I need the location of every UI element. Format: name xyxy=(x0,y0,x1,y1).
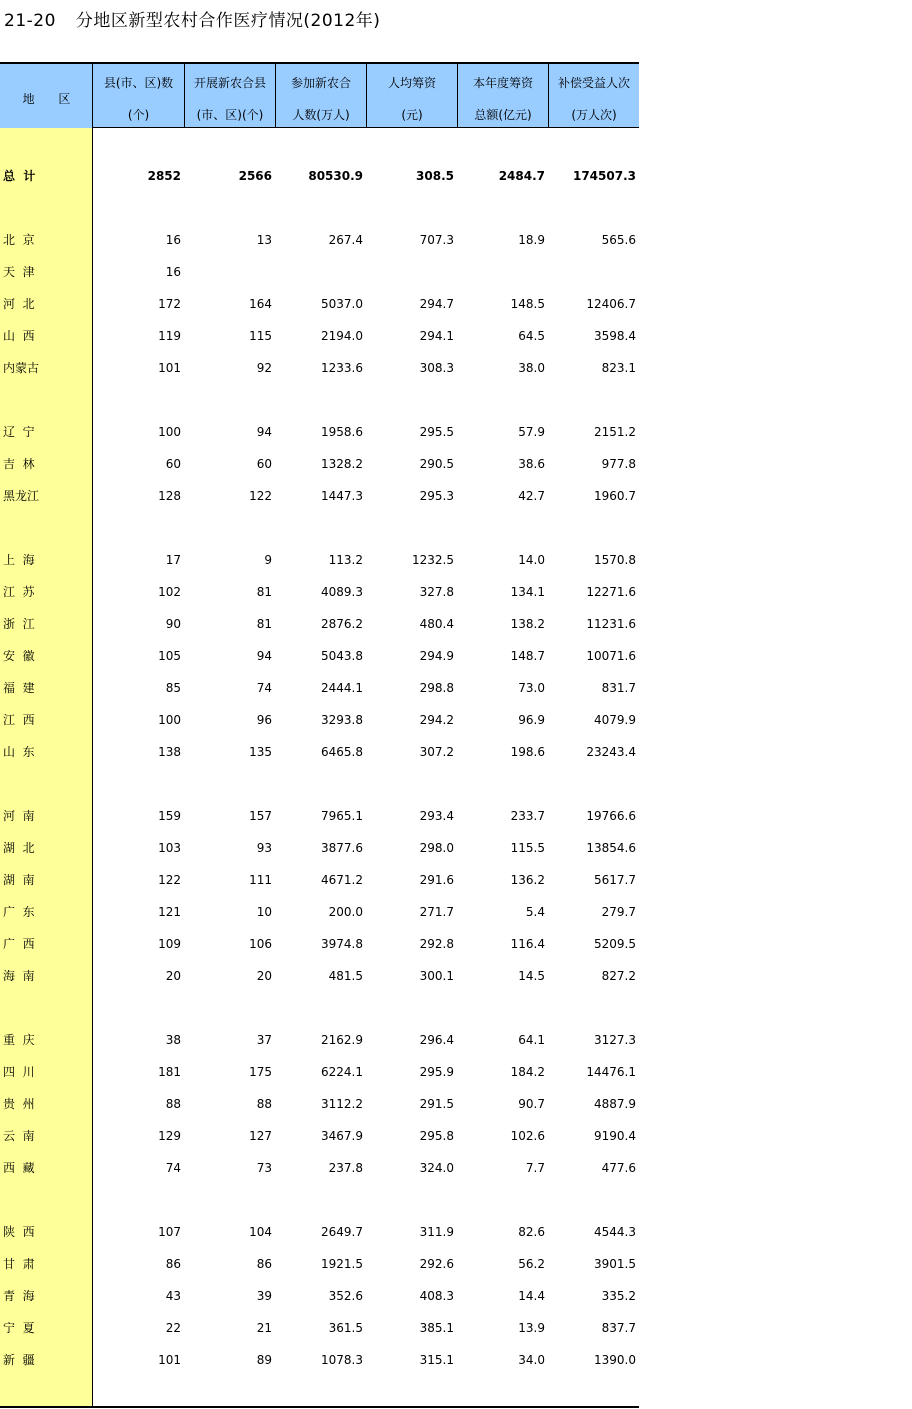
row-value-col4: 292.8 xyxy=(419,937,454,951)
row-value-col1: 86 xyxy=(165,1257,181,1271)
row-value-col1: 101 xyxy=(158,361,181,375)
row-value-col6: 10071.6 xyxy=(586,649,636,663)
table-header xyxy=(0,62,639,128)
row-value-col5: 38.6 xyxy=(518,457,545,471)
row-value-col3: 3112.2 xyxy=(321,1097,363,1111)
table-row xyxy=(0,838,639,858)
row-value-col5: 5.4 xyxy=(525,905,545,919)
row-value-col3: 4671.2 xyxy=(321,873,363,887)
row-value-col1: 101 xyxy=(158,1353,181,1367)
row-value-col5: 2484.7 xyxy=(498,169,545,183)
row-value-col3: 267.4 xyxy=(328,233,363,247)
row-value-col1: 119 xyxy=(158,329,181,343)
table-row xyxy=(0,1254,639,1274)
table-row xyxy=(0,1318,639,1338)
header-per-capita-funding: 人均筹资 (元) xyxy=(366,64,457,128)
row-value-col3: 1921.5 xyxy=(321,1257,363,1271)
row-value-col3: 200.0 xyxy=(328,905,363,919)
row-value-col2: 9 xyxy=(264,553,272,567)
row-region: 宁 夏 xyxy=(3,1321,35,1335)
table-body xyxy=(0,128,639,1408)
table-bottom-rule xyxy=(0,1406,639,1408)
table-row xyxy=(0,966,639,986)
row-value-col6: 823.1 xyxy=(601,361,636,375)
row-region: 广 西 xyxy=(3,937,35,951)
table-row xyxy=(0,1350,639,1370)
row-region: 广 东 xyxy=(3,905,35,919)
row-value-col4: 295.3 xyxy=(419,489,454,503)
row-region: 海 南 xyxy=(3,969,35,983)
row-value-col6: 174507.3 xyxy=(572,169,636,183)
table-row xyxy=(0,710,639,730)
row-region: 云 南 xyxy=(3,1129,35,1143)
row-value-col6: 5617.7 xyxy=(594,873,636,887)
row-value-col5: 38.0 xyxy=(518,361,545,375)
row-value-col1: 43 xyxy=(165,1289,181,1303)
row-value-col6: 12271.6 xyxy=(586,585,636,599)
row-value-col3: 1958.6 xyxy=(321,425,363,439)
row-value-col1: 16 xyxy=(165,233,181,247)
table-row-total xyxy=(0,166,639,186)
row-region: 山 东 xyxy=(3,745,35,759)
header-implementing-counties: 开展新农合县 (市、区)(个) xyxy=(184,64,275,128)
row-value-col6: 9190.4 xyxy=(594,1129,636,1143)
row-value-col2: 39 xyxy=(256,1289,272,1303)
row-value-col2: 96 xyxy=(256,713,272,727)
table-row xyxy=(0,742,639,762)
page-title xyxy=(4,6,380,31)
row-value-col1: 60 xyxy=(165,457,181,471)
row-value-col5: 57.9 xyxy=(518,425,545,439)
table-row xyxy=(0,262,639,282)
row-value-col5: 64.1 xyxy=(518,1033,545,1047)
row-value-col4: 408.3 xyxy=(419,1289,454,1303)
table-row xyxy=(0,902,639,922)
row-value-col3: 2876.2 xyxy=(321,617,363,631)
row-value-col6: 3901.5 xyxy=(594,1257,636,1271)
row-value-col4: 315.1 xyxy=(419,1353,454,1367)
row-value-col4: 271.7 xyxy=(419,905,454,919)
row-value-col4: 294.9 xyxy=(419,649,454,663)
row-region: 江 苏 xyxy=(3,585,35,599)
row-value-col6: 335.2 xyxy=(601,1289,636,1303)
table-number: 21-20 xyxy=(4,11,56,31)
row-value-col6: 19766.6 xyxy=(586,809,636,823)
row-region: 江 西 xyxy=(3,713,35,727)
row-value-col5: 184.2 xyxy=(510,1065,545,1079)
row-value-col5: 233.7 xyxy=(510,809,545,823)
row-value-col6: 4079.9 xyxy=(594,713,636,727)
row-region: 天 津 xyxy=(3,265,35,279)
header-participants: 参加新农合 人数(万人) xyxy=(275,64,366,128)
row-value-col2: 10 xyxy=(256,905,272,919)
row-value-col6: 2151.2 xyxy=(594,425,636,439)
row-value-col6: 14476.1 xyxy=(586,1065,636,1079)
row-value-col2: 73 xyxy=(256,1161,272,1175)
row-value-col5: 116.4 xyxy=(510,937,545,951)
row-value-col6: 4544.3 xyxy=(594,1225,636,1239)
row-value-col3: 1447.3 xyxy=(321,489,363,503)
row-region: 陕 西 xyxy=(3,1225,35,1239)
row-value-col3: 113.2 xyxy=(328,553,363,567)
row-value-col4: 707.3 xyxy=(419,233,454,247)
row-value-col2: 94 xyxy=(256,425,272,439)
row-value-col3: 1328.2 xyxy=(321,457,363,471)
row-value-col6: 4887.9 xyxy=(594,1097,636,1111)
row-value-col4: 294.2 xyxy=(419,713,454,727)
table-row xyxy=(0,870,639,890)
row-value-col5: 14.4 xyxy=(518,1289,545,1303)
row-value-col3: 237.8 xyxy=(328,1161,363,1175)
row-value-col1: 107 xyxy=(158,1225,181,1239)
row-value-col1: 90 xyxy=(165,617,181,631)
row-value-col6: 837.7 xyxy=(601,1321,636,1335)
row-value-col1: 122 xyxy=(158,873,181,887)
row-value-col4: 324.0 xyxy=(419,1161,454,1175)
row-value-col1: 16 xyxy=(165,265,181,279)
row-value-col1: 100 xyxy=(158,713,181,727)
row-value-col6: 1960.7 xyxy=(594,489,636,503)
row-value-col5: 82.6 xyxy=(518,1225,545,1239)
row-value-col5: 134.1 xyxy=(510,585,545,599)
data-table xyxy=(0,62,639,1408)
header-compensation-visits: 补偿受益人次 (万人次) xyxy=(548,64,639,128)
row-region: 辽 宁 xyxy=(3,425,35,439)
row-region: 总 计 xyxy=(3,169,36,183)
row-value-col4: 300.1 xyxy=(419,969,454,983)
row-value-col6: 23243.4 xyxy=(586,745,636,759)
table-row xyxy=(0,550,639,570)
row-region: 四 川 xyxy=(3,1065,35,1079)
row-value-col3: 2194.0 xyxy=(321,329,363,343)
row-value-col3: 80530.9 xyxy=(308,169,363,183)
row-value-col5: 198.6 xyxy=(510,745,545,759)
table-row xyxy=(0,806,639,826)
table-row xyxy=(0,1030,639,1050)
row-value-col2: 88 xyxy=(256,1097,272,1111)
row-value-col3: 6465.8 xyxy=(321,745,363,759)
row-value-col5: 18.9 xyxy=(518,233,545,247)
row-value-col3: 1078.3 xyxy=(321,1353,363,1367)
row-value-col4: 308.5 xyxy=(416,169,454,183)
row-region: 吉 林 xyxy=(3,457,35,471)
row-region: 内蒙古 xyxy=(3,361,40,375)
table-row xyxy=(0,646,639,666)
row-value-col3: 4089.3 xyxy=(321,585,363,599)
row-value-col4: 293.4 xyxy=(419,809,454,823)
row-value-col5: 90.7 xyxy=(518,1097,545,1111)
row-value-col2: 60 xyxy=(256,457,272,471)
row-value-col5: 96.9 xyxy=(518,713,545,727)
row-value-col3: 1233.6 xyxy=(321,361,363,375)
row-value-col4: 298.0 xyxy=(419,841,454,855)
table-row xyxy=(0,1062,639,1082)
row-value-col4: 385.1 xyxy=(419,1321,454,1335)
row-value-col3: 3974.8 xyxy=(321,937,363,951)
row-value-col1: 128 xyxy=(158,489,181,503)
row-value-col1: 2852 xyxy=(147,169,181,183)
row-value-col1: 88 xyxy=(165,1097,181,1111)
row-value-col1: 85 xyxy=(165,681,181,695)
row-value-col6: 1570.8 xyxy=(594,553,636,567)
row-region: 上 海 xyxy=(3,553,35,567)
row-region: 贵 州 xyxy=(3,1097,35,1111)
row-value-col1: 38 xyxy=(165,1033,181,1047)
row-region: 北 京 xyxy=(3,233,35,247)
row-value-col2: 81 xyxy=(256,585,272,599)
row-value-col4: 292.6 xyxy=(419,1257,454,1271)
row-value-col2: 164 xyxy=(249,297,272,311)
row-region: 甘 肃 xyxy=(3,1257,35,1271)
row-value-col3: 481.5 xyxy=(328,969,363,983)
row-value-col2: 21 xyxy=(256,1321,272,1335)
row-value-col4: 307.2 xyxy=(419,745,454,759)
row-value-col6: 565.6 xyxy=(601,233,636,247)
row-value-col1: 22 xyxy=(165,1321,181,1335)
row-region: 湖 南 xyxy=(3,873,35,887)
row-value-col6: 1390.0 xyxy=(594,1353,636,1367)
region-column-background xyxy=(0,128,93,1406)
row-value-col3: 3293.8 xyxy=(321,713,363,727)
row-value-col1: 159 xyxy=(158,809,181,823)
header-county-count: 县(市、区)数 (个) xyxy=(92,64,184,128)
row-value-col2: 2566 xyxy=(238,169,272,183)
row-value-col3: 7965.1 xyxy=(321,809,363,823)
table-title: 分地区新型农村合作医疗情况(2012年) xyxy=(75,11,381,31)
row-value-col5: 102.6 xyxy=(510,1129,545,1143)
row-value-col1: 17 xyxy=(165,553,181,567)
row-value-col1: 102 xyxy=(158,585,181,599)
row-value-col2: 111 xyxy=(249,873,272,887)
row-value-col1: 138 xyxy=(158,745,181,759)
row-value-col2: 89 xyxy=(256,1353,272,1367)
row-value-col3: 3877.6 xyxy=(321,841,363,855)
row-region: 浙 江 xyxy=(3,617,35,631)
row-value-col5: 34.0 xyxy=(518,1353,545,1367)
table-row xyxy=(0,294,639,314)
row-region: 河 北 xyxy=(3,297,35,311)
table-row xyxy=(0,678,639,698)
row-value-col2: 175 xyxy=(249,1065,272,1079)
row-region: 青 海 xyxy=(3,1289,35,1303)
row-value-col2: 115 xyxy=(249,329,272,343)
table-row xyxy=(0,422,639,442)
row-region: 山 西 xyxy=(3,329,35,343)
row-value-col1: 74 xyxy=(165,1161,181,1175)
row-value-col1: 103 xyxy=(158,841,181,855)
row-value-col1: 100 xyxy=(158,425,181,439)
row-value-col4: 480.4 xyxy=(419,617,454,631)
row-value-col6: 12406.7 xyxy=(586,297,636,311)
row-value-col1: 172 xyxy=(158,297,181,311)
row-value-col5: 148.7 xyxy=(510,649,545,663)
row-value-col2: 104 xyxy=(249,1225,272,1239)
row-value-col2: 157 xyxy=(249,809,272,823)
row-region: 福 建 xyxy=(3,681,35,695)
row-value-col4: 1232.5 xyxy=(412,553,454,567)
row-value-col2: 13 xyxy=(256,233,272,247)
row-value-col3: 3467.9 xyxy=(321,1129,363,1143)
row-value-col4: 298.8 xyxy=(419,681,454,695)
row-value-col5: 136.2 xyxy=(510,873,545,887)
table-row xyxy=(0,1094,639,1114)
header-region: 地 区 xyxy=(0,64,93,128)
row-value-col4: 327.8 xyxy=(419,585,454,599)
table-row xyxy=(0,454,639,474)
row-value-col3: 352.6 xyxy=(328,1289,363,1303)
row-value-col3: 2649.7 xyxy=(321,1225,363,1239)
row-value-col4: 294.1 xyxy=(419,329,454,343)
row-value-col2: 122 xyxy=(249,489,272,503)
row-value-col6: 279.7 xyxy=(601,905,636,919)
table-row xyxy=(0,230,639,250)
row-value-col4: 295.9 xyxy=(419,1065,454,1079)
row-region: 重 庆 xyxy=(3,1033,35,1047)
row-value-col3: 5037.0 xyxy=(321,297,363,311)
row-value-col4: 296.4 xyxy=(419,1033,454,1047)
row-value-col2: 86 xyxy=(256,1257,272,1271)
row-value-col2: 94 xyxy=(256,649,272,663)
table-row xyxy=(0,582,639,602)
table-row xyxy=(0,1158,639,1178)
row-value-col6: 3598.4 xyxy=(594,329,636,343)
row-value-col2: 81 xyxy=(256,617,272,631)
row-value-col2: 106 xyxy=(249,937,272,951)
row-value-col5: 115.5 xyxy=(510,841,545,855)
row-value-col3: 6224.1 xyxy=(321,1065,363,1079)
table-row xyxy=(0,1286,639,1306)
table-row xyxy=(0,934,639,954)
row-value-col6: 11231.6 xyxy=(586,617,636,631)
row-value-col1: 129 xyxy=(158,1129,181,1143)
table-row xyxy=(0,326,639,346)
row-region: 黑龙江 xyxy=(3,489,40,503)
row-region: 安 徽 xyxy=(3,649,35,663)
row-value-col4: 294.7 xyxy=(419,297,454,311)
row-value-col5: 64.5 xyxy=(518,329,545,343)
row-value-col6: 827.2 xyxy=(601,969,636,983)
row-region: 新 疆 xyxy=(3,1353,35,1367)
row-region: 河 南 xyxy=(3,809,35,823)
row-region: 湖 北 xyxy=(3,841,35,855)
row-region: 西 藏 xyxy=(3,1161,35,1175)
row-value-col5: 14.0 xyxy=(518,553,545,567)
row-value-col4: 291.6 xyxy=(419,873,454,887)
row-value-col4: 295.5 xyxy=(419,425,454,439)
row-value-col1: 20 xyxy=(165,969,181,983)
row-value-col6: 831.7 xyxy=(601,681,636,695)
row-value-col2: 92 xyxy=(256,361,272,375)
table-row xyxy=(0,614,639,634)
row-value-col3: 361.5 xyxy=(328,1321,363,1335)
row-value-col1: 105 xyxy=(158,649,181,663)
row-value-col5: 14.5 xyxy=(518,969,545,983)
row-value-col2: 135 xyxy=(249,745,272,759)
row-value-col4: 311.9 xyxy=(419,1225,454,1239)
row-value-col2: 127 xyxy=(249,1129,272,1143)
row-value-col1: 109 xyxy=(158,937,181,951)
row-value-col5: 42.7 xyxy=(518,489,545,503)
row-value-col6: 5209.5 xyxy=(594,937,636,951)
row-value-col6: 477.6 xyxy=(601,1161,636,1175)
row-value-col6: 13854.6 xyxy=(586,841,636,855)
row-value-col4: 290.5 xyxy=(419,457,454,471)
row-value-col1: 121 xyxy=(158,905,181,919)
row-value-col3: 5043.8 xyxy=(321,649,363,663)
row-value-col5: 73.0 xyxy=(518,681,545,695)
row-value-col6: 3127.3 xyxy=(594,1033,636,1047)
row-value-col2: 37 xyxy=(256,1033,272,1047)
row-value-col5: 13.9 xyxy=(518,1321,545,1335)
table-row xyxy=(0,1126,639,1146)
row-value-col4: 308.3 xyxy=(419,361,454,375)
row-value-col5: 7.7 xyxy=(525,1161,545,1175)
row-value-col1: 181 xyxy=(158,1065,181,1079)
row-value-col2: 93 xyxy=(256,841,272,855)
row-value-col5: 138.2 xyxy=(510,617,545,631)
row-value-col2: 74 xyxy=(256,681,272,695)
table-row xyxy=(0,358,639,378)
row-value-col3: 2444.1 xyxy=(321,681,363,695)
row-value-col5: 148.5 xyxy=(510,297,545,311)
header-total-funding: 本年度筹资 总额(亿元) xyxy=(457,64,548,128)
table-row xyxy=(0,1222,639,1242)
row-value-col6: 977.8 xyxy=(601,457,636,471)
row-value-col4: 295.8 xyxy=(419,1129,454,1143)
row-value-col2: 20 xyxy=(256,969,272,983)
row-value-col5: 56.2 xyxy=(518,1257,545,1271)
table-row xyxy=(0,486,639,506)
row-value-col3: 2162.9 xyxy=(321,1033,363,1047)
row-value-col4: 291.5 xyxy=(419,1097,454,1111)
